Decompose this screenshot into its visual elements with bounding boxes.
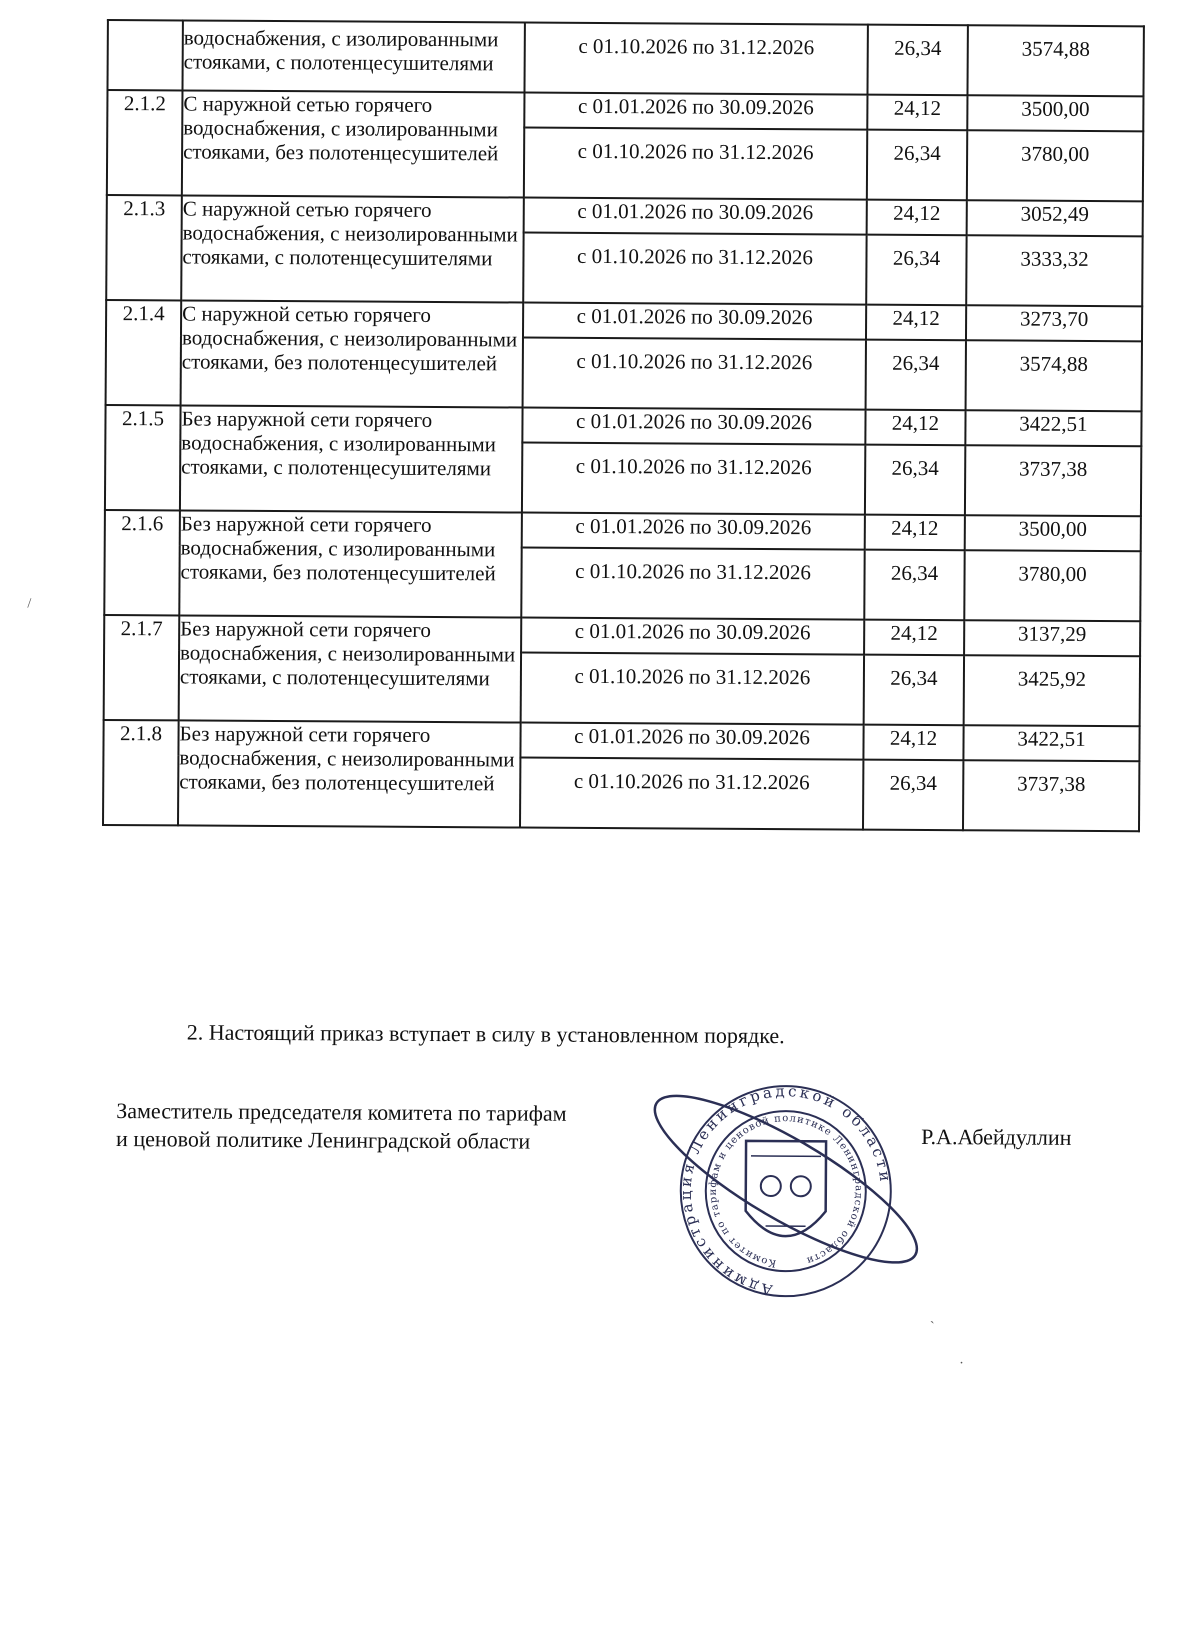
row-description: Без наружной сети горячего водоснабжения, с изолированными стояками, с полотенцесушителями bbox=[180, 405, 523, 512]
row-value: 3780,00 bbox=[964, 550, 1140, 621]
row-value: 3574,88 bbox=[966, 340, 1142, 411]
row-rate: 24,12 bbox=[867, 95, 967, 131]
row-number: 2.1.6 bbox=[104, 510, 180, 615]
seal-outer-text: Администрация Ленинградской области bbox=[676, 1081, 895, 1300]
row-rate: 24,12 bbox=[866, 305, 966, 341]
row-value: 3333,32 bbox=[966, 235, 1142, 306]
row-description: водоснабжения, с изолированными стояками, с полотенцесушителями bbox=[182, 20, 524, 92]
row-period: с 01.10.2026 по 31.12.2026 bbox=[520, 758, 863, 830]
row-value: 3273,70 bbox=[966, 305, 1142, 341]
signer-position bbox=[116, 1097, 567, 1156]
table-row bbox=[104, 615, 1140, 656]
clause-text: 2. Настоящий приказ вступает в силу в установленном порядке. bbox=[186, 1019, 785, 1049]
row-value: 3052,49 bbox=[967, 200, 1143, 236]
row-description: С наружной сетью горячего водоснабжения, с неизолированными стояками, без полотенцесушителей bbox=[181, 300, 524, 407]
row-value: 3422,51 bbox=[965, 410, 1141, 446]
row-period: с 01.01.2026 по 30.09.2026 bbox=[522, 408, 865, 445]
row-description: Без наружной сети горячего водоснабжения, с неизолированными стояками, без полотенцесушителей bbox=[178, 720, 521, 827]
row-period: с 01.10.2026 по 31.12.2026 bbox=[521, 548, 864, 620]
row-period: с 01.01.2026 по 30.09.2026 bbox=[524, 198, 867, 235]
row-period: с 01.01.2026 по 30.09.2026 bbox=[524, 93, 867, 130]
scan-speck: . bbox=[959, 1352, 964, 1368]
row-rate: 26,34 bbox=[867, 130, 967, 201]
row-period: с 01.10.2026 по 31.12.2026 bbox=[524, 23, 867, 95]
row-number-cell bbox=[107, 20, 182, 90]
tariff-table-body bbox=[103, 20, 1144, 831]
row-number: 2.1.3 bbox=[106, 195, 182, 300]
table-row bbox=[105, 405, 1141, 446]
row-description: С наружной сетью горячего водоснабжения, с неизолированными стояками, с полотенцесушителями bbox=[181, 195, 524, 302]
row-rate: 24,12 bbox=[863, 725, 963, 761]
row-number: 2.1.4 bbox=[106, 300, 182, 405]
row-period: с 01.01.2026 по 30.09.2026 bbox=[520, 723, 863, 760]
row-rate: 24,12 bbox=[867, 200, 967, 236]
row-rate: 24,12 bbox=[865, 410, 965, 446]
signer-name: Р.А.Абейдуллин bbox=[921, 1123, 1072, 1150]
row-number: 2.1.2 bbox=[107, 90, 183, 195]
row-rate: 24,12 bbox=[864, 620, 964, 656]
table-row-continued bbox=[107, 20, 1143, 96]
row-description: Без наружной сети горячего водоснабжения, с неизолированными стояками, с полотенцесушителями bbox=[179, 615, 522, 722]
seal-inner-text: Комитет по тарифам и ценовой политике Ленинградской области bbox=[707, 1113, 864, 1269]
row-rate: 26,34 bbox=[866, 340, 966, 411]
table-row bbox=[107, 90, 1143, 131]
row-rate: 24,12 bbox=[865, 515, 965, 551]
signer-position-line-1: Заместитель председателя комитета по тарифам bbox=[116, 1098, 567, 1126]
table-row bbox=[103, 720, 1139, 761]
table-row bbox=[106, 300, 1142, 341]
row-number: 2.1.8 bbox=[103, 720, 179, 825]
row-period: с 01.01.2026 по 30.09.2026 bbox=[522, 513, 865, 550]
row-description: С наружной сетью горячего водоснабжения, с изолированными стояками, без полотенцесушителей bbox=[182, 90, 525, 197]
scan-speck: / bbox=[27, 596, 32, 612]
row-value: 3500,00 bbox=[967, 95, 1143, 131]
row-rate: 26,34 bbox=[865, 445, 965, 516]
row-rate: 26,34 bbox=[867, 25, 967, 96]
row-period: с 01.10.2026 по 31.12.2026 bbox=[523, 233, 866, 305]
row-rate: 26,34 bbox=[864, 550, 964, 621]
row-value: 3422,51 bbox=[963, 725, 1139, 761]
row-value: 3137,29 bbox=[964, 620, 1140, 656]
row-period: с 01.01.2026 по 30.09.2026 bbox=[523, 303, 866, 340]
row-number: 2.1.7 bbox=[104, 615, 180, 720]
official-seal bbox=[635, 1060, 936, 1302]
row-period: с 01.10.2026 по 31.12.2026 bbox=[523, 338, 866, 410]
row-value: 3500,00 bbox=[965, 515, 1141, 551]
table-row bbox=[105, 510, 1141, 551]
row-period: с 01.01.2026 по 30.09.2026 bbox=[521, 618, 864, 655]
row-period: с 01.10.2026 по 31.12.2026 bbox=[524, 128, 867, 200]
row-rate: 26,34 bbox=[863, 760, 963, 831]
row-value: 3780,00 bbox=[967, 130, 1143, 201]
row-period: с 01.10.2026 по 31.12.2026 bbox=[522, 443, 865, 515]
table-row bbox=[107, 195, 1143, 236]
row-value: 3737,38 bbox=[965, 445, 1141, 516]
row-description: Без наружной сети горячего водоснабжения, с изолированными стояками, без полотенцесушителей bbox=[179, 510, 522, 617]
row-period: с 01.10.2026 по 31.12.2026 bbox=[521, 653, 864, 725]
scan-speck: ` bbox=[929, 1320, 935, 1336]
row-value: 3574,88 bbox=[967, 25, 1143, 96]
row-value: 3425,92 bbox=[964, 655, 1140, 726]
row-rate: 26,34 bbox=[864, 655, 964, 726]
signer-position-line-2: и ценовой политике Ленинградской области bbox=[116, 1126, 531, 1154]
row-value: 3737,38 bbox=[963, 760, 1139, 831]
row-rate: 26,34 bbox=[866, 235, 966, 306]
row-number: 2.1.5 bbox=[105, 405, 181, 510]
tariff-table bbox=[102, 19, 1145, 832]
